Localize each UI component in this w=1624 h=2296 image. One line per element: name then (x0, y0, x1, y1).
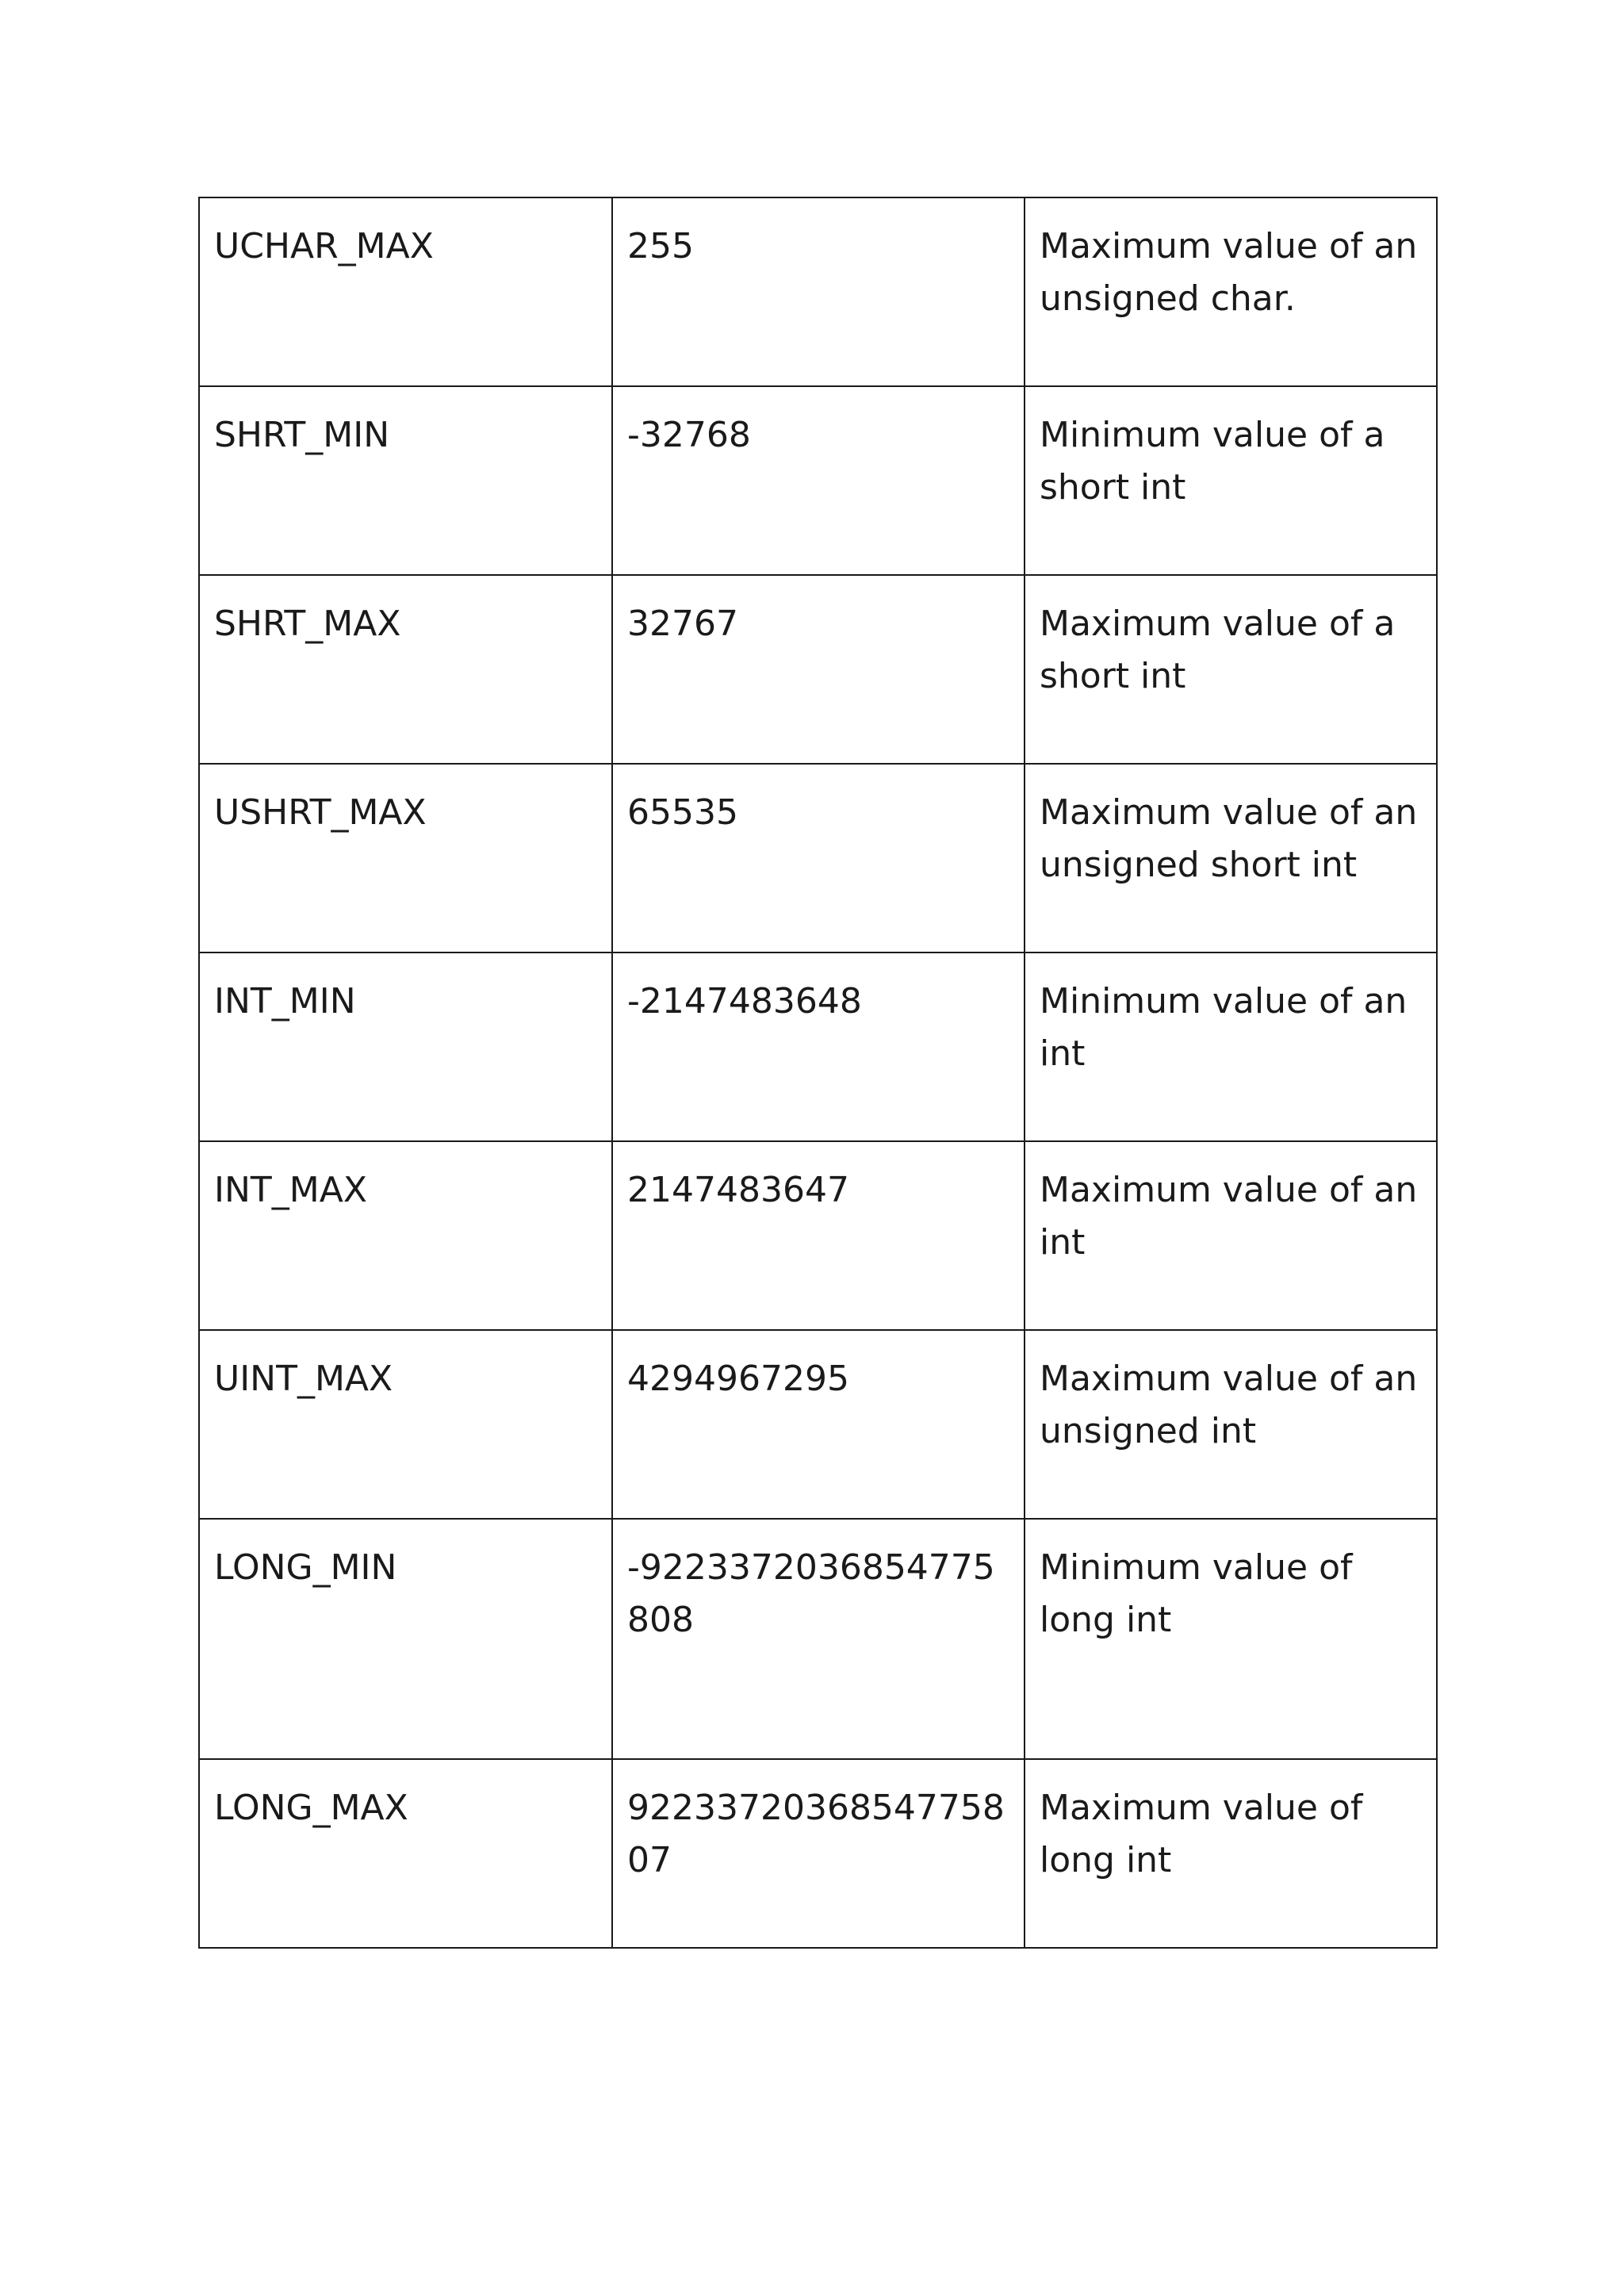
limit-value-cell: -32768 (612, 386, 1025, 575)
limits-table (198, 197, 1438, 1949)
limit-description-cell: Minimum value of long int (1025, 1519, 1437, 1759)
table-row (199, 386, 1437, 575)
limit-description-cell: Maximum value of long int (1025, 1759, 1437, 1948)
limit-name-cell: INT_MIN (199, 953, 612, 1141)
limit-description-cell: Maximum value of an unsigned int (1025, 1330, 1437, 1519)
limit-value-cell: 9223372036854775807 (612, 1759, 1025, 1948)
limit-name-cell: LONG_MAX (199, 1759, 612, 1948)
limit-name-cell: UCHAR_MAX (199, 197, 612, 386)
limit-value-cell: 65535 (612, 764, 1025, 953)
limit-name-cell: UINT_MAX (199, 1330, 612, 1519)
limit-description-cell: Minimum value of a short int (1025, 386, 1437, 575)
limit-value-cell: 2147483647 (612, 1141, 1025, 1330)
limit-description-cell: Minimum value of an int (1025, 953, 1437, 1141)
limit-value-cell: 4294967295 (612, 1330, 1025, 1519)
limit-name-cell: INT_MAX (199, 1141, 612, 1330)
limit-description-cell: Maximum value of a short int (1025, 575, 1437, 764)
limit-name-cell: LONG_MIN (199, 1519, 612, 1759)
table-row (199, 764, 1437, 953)
table-row (199, 197, 1437, 386)
limit-description-cell: Maximum value of an unsigned char. (1025, 197, 1437, 386)
table-row (199, 1759, 1437, 1948)
table-row (199, 1519, 1437, 1759)
limit-description-cell: Maximum value of an unsigned short int (1025, 764, 1437, 953)
limit-name-cell: USHRT_MAX (199, 764, 612, 953)
table-row (199, 953, 1437, 1141)
limit-value-cell: 32767 (612, 575, 1025, 764)
limit-value-cell: -2147483648 (612, 953, 1025, 1141)
limit-name-cell: SHRT_MAX (199, 575, 612, 764)
table-row (199, 1330, 1437, 1519)
limit-description-cell: Maximum value of an int (1025, 1141, 1437, 1330)
limit-value-cell: -9223372036854775808 (612, 1519, 1025, 1759)
limit-name-cell: SHRT_MIN (199, 386, 612, 575)
table-row (199, 575, 1437, 764)
table-row (199, 1141, 1437, 1330)
limit-value-cell: 255 (612, 197, 1025, 386)
